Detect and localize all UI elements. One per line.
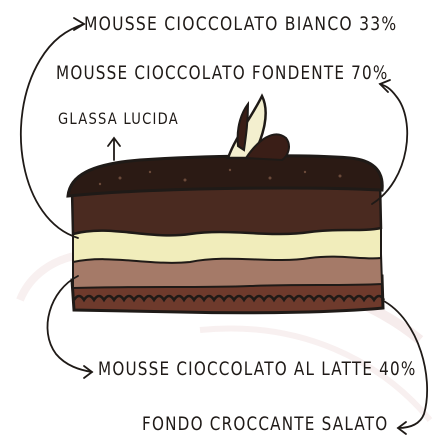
label-crunchy-salted-base: FONDO CROCCANTE SALATO [142,413,389,435]
label-white-chocolate-mousse: MOUSSE CIOCCOLATO BIANCO 33% [84,13,398,35]
arrowhead-white-chocolate-mousse [74,18,84,30]
label-dark-chocolate-mousse: MOUSSE CIOCCOLATO FONDENTE 70% [56,62,389,84]
label-milk-chocolate-mousse: MOUSSE CIOCCOLATO AL LATTE 40% [98,358,417,380]
label-glossy-glaze: GLASSA LUCIDA [58,109,179,128]
